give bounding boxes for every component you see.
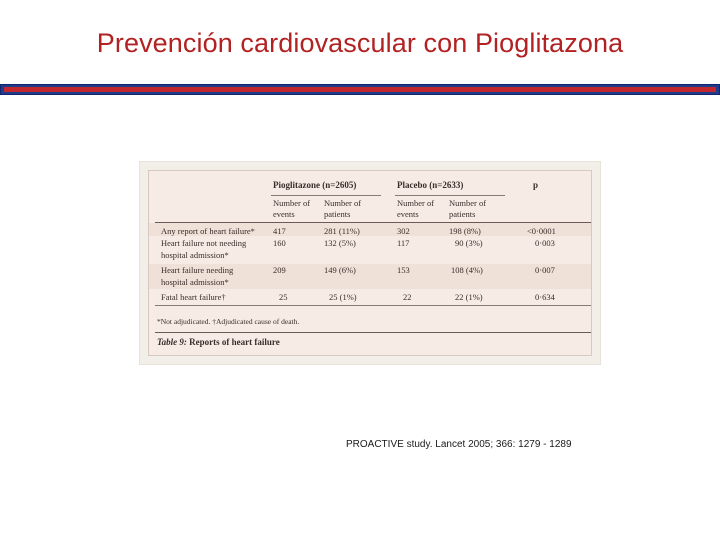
row-2-placebo-events: 117 — [397, 238, 410, 248]
table-panel — [148, 170, 592, 356]
row-4-pio-patients: 25 (1%) — [329, 292, 357, 302]
subheader-placebo-events: Number of events — [397, 198, 435, 219]
row-3-placebo-events: 153 — [397, 265, 410, 275]
caption-label: Table 9: — [157, 337, 187, 347]
row-2-p-value: 0·003 — [535, 238, 555, 248]
row-4-p-value: 0·634 — [535, 292, 555, 302]
row-1-p-value: <0·0001 — [527, 226, 556, 236]
row-3-placebo-patients: 108 (4%) — [451, 265, 483, 275]
table-footnote: *Not adjudicated. †Adjudicated cause of death. — [157, 317, 300, 326]
title-divider-bar — [0, 84, 720, 95]
caption-rule — [155, 332, 591, 333]
citation: PROACTIVE study. Lancet 2005; 366: 1279 - 1289 — [346, 439, 572, 450]
row-1-label: Any report of heart failure* — [161, 226, 255, 236]
header-p-value: p — [533, 180, 539, 190]
table-figure — [139, 161, 601, 365]
row-3-pio-patients: 149 (6%) — [324, 265, 356, 275]
row-3-label: Heart failure needing — [161, 265, 234, 275]
row-2-label: Heart failure not needing — [161, 238, 247, 248]
row-1-pio-patients: 281 (11%) — [324, 226, 360, 236]
row-4-pio-events: 25 — [279, 292, 288, 302]
row-2-label-line-2: hospital admission* — [161, 250, 229, 260]
row-1-pio-events: 417 — [273, 226, 286, 236]
title-divider-inner — [4, 87, 716, 92]
row-4-label: Fatal heart failure† — [161, 292, 226, 302]
row-4-placebo-events: 22 — [403, 292, 412, 302]
placebo-header-rule — [395, 195, 505, 196]
subheader-pio-patients: Number of patients — [324, 198, 362, 219]
slide-title: Prevención cardiovascular con Pioglitazona — [96, 28, 624, 58]
row-2-pio-patients: 132 (5%) — [324, 238, 356, 248]
row-3-p-value: 0·007 — [535, 265, 555, 275]
heart-failure-table — [149, 171, 591, 355]
subheader-placebo-patients: Number of patients — [449, 198, 487, 219]
header-placebo: Placebo (n=2633) — [397, 180, 464, 190]
subheader-pio-events: Number of events — [273, 198, 311, 219]
row-3-pio-events: 209 — [273, 265, 286, 275]
table-caption — [157, 337, 280, 347]
row-4-placebo-patients: 22 (1%) — [455, 292, 483, 302]
header-pioglitazone: Pioglitazone (n=2605) — [273, 180, 357, 190]
row-2-pio-events: 160 — [273, 238, 286, 248]
row-1-placebo-patients: 198 (8%) — [449, 226, 481, 236]
caption-text: Reports of heart failure — [189, 337, 280, 347]
body-bottom-rule — [155, 305, 591, 306]
pio-header-rule — [271, 195, 381, 196]
row-1-placebo-events: 302 — [397, 226, 410, 236]
row-3-label-line-2: hospital admission* — [161, 277, 229, 287]
row-2-placebo-patients: 90 (3%) — [455, 238, 483, 248]
